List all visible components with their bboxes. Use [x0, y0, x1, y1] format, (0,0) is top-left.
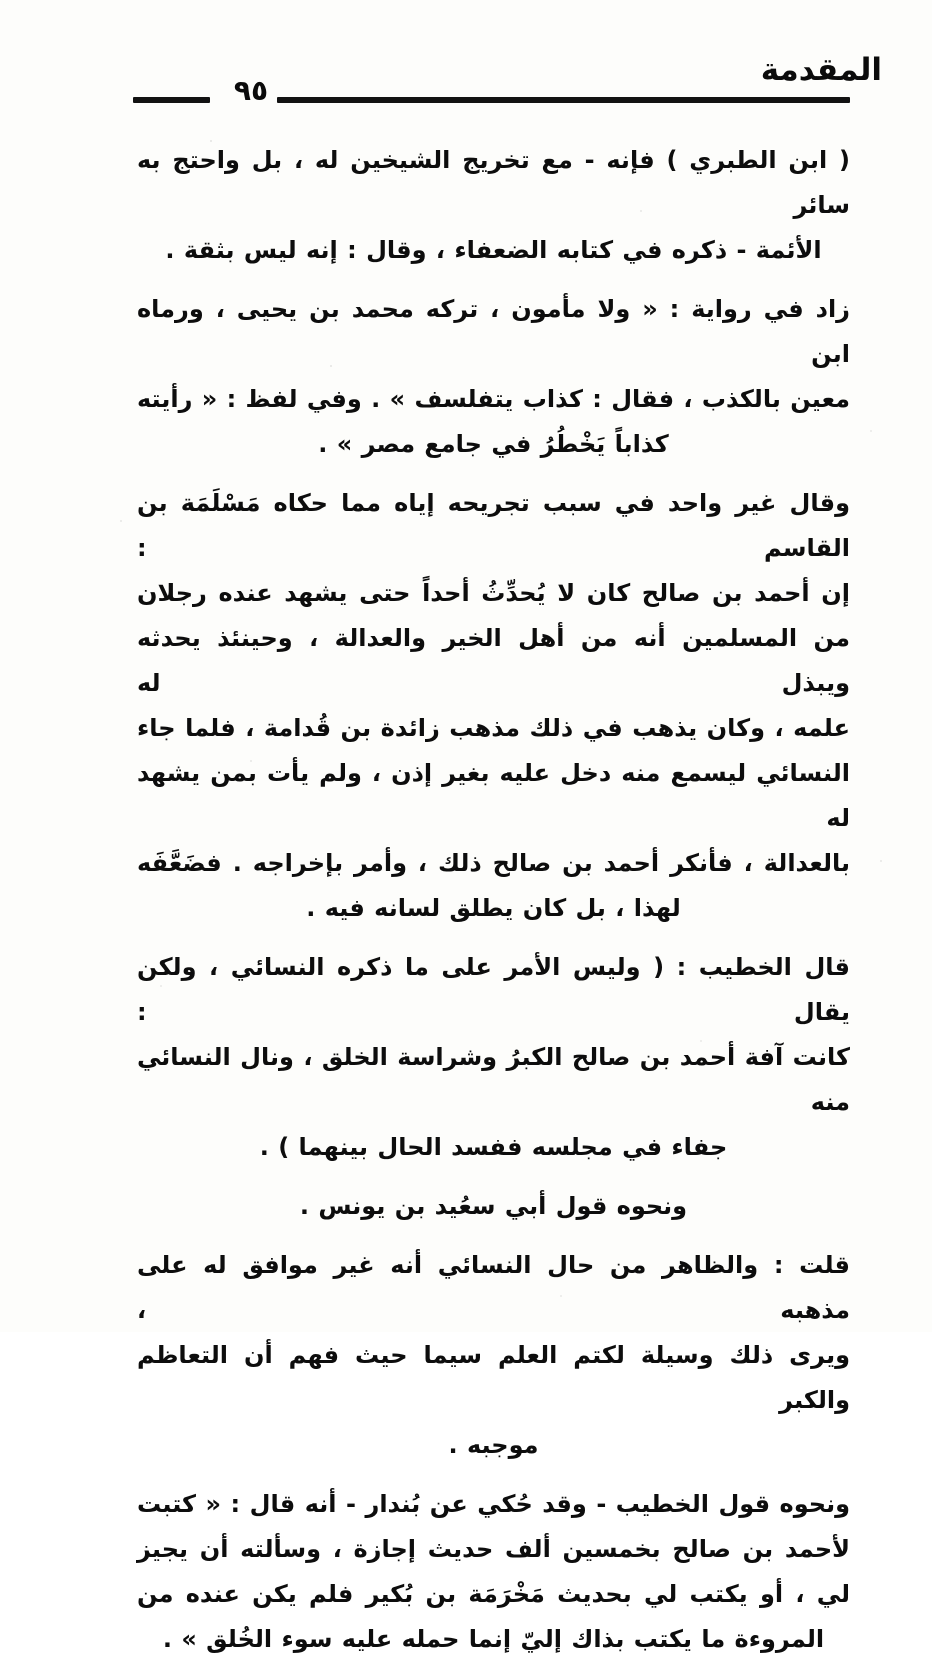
text-line: من المسلمين أنه من أهل الخير والعدالة ، وحينئذ يحدثه ويبذل له [137, 624, 850, 697]
text-line: ويرى ذلك وسيلة لكتم العلم سيما حيث فهم أن التعاظم والكبر [137, 1341, 850, 1414]
paragraph [137, 481, 850, 931]
text-line: كذاباً يَخْطُرُ في جامع مصر » . [318, 430, 669, 458]
paragraph [137, 287, 850, 467]
scan-noise [0, 0, 2, 2]
text-line: المروءة ما يكتب بذاك إليّ إنما حمله عليه سوء الخُلق » . [162, 1625, 825, 1653]
text-line: كانت آفة أحمد بن صالح الكبرُ وشراسة الخلق ، ونال النسائي منه [137, 1043, 850, 1116]
text-line: جفاء في مجلسه ففسد الحال بينهما ) . [259, 1133, 728, 1161]
text-line: لأحمد بن صالح بخمسين ألف حديث إجازة ، وسألته أن يجيز [137, 1535, 850, 1563]
paragraph [137, 945, 850, 1170]
text-line: ونحوه قول أبي سعُيد بن يونس . [299, 1192, 688, 1220]
text-line: الأئمة - ذكره في كتابه الضعفاء ، وقال : إنه ليس بثقة . [165, 236, 822, 264]
header-rule-long [277, 97, 850, 103]
text-line: علمه ، وكان يذهب في ذلك مذهب زائدة بن قُدامة ، فلما جاء [137, 714, 850, 742]
text-line: لي ، أو يكتب لي بحديث مَخْرَمَة بن بُكير فلم يكن عنده من [137, 1580, 850, 1608]
text-block [137, 138, 850, 1676]
page-number: ٩٥ [233, 74, 269, 107]
section-title: المقدمة [760, 52, 882, 88]
text-line: زاد في رواية : « ولا مأمون ، تركه محمد بن يحيى ، ورماه ابن [137, 295, 850, 368]
text-line: معين بالكذب ، فقال : كذاب يتفلسف » . وفي لفظ : « رأيته [136, 385, 850, 413]
text-line: قال الخطيب : ( وليس الأمر على ما ذكره النسائي ، ولكن يقال : [137, 953, 850, 1026]
text-line: النسائي ليسمع منه دخل عليه بغير إذن ، ولم يأت بمن يشهد له [137, 759, 850, 832]
text-line: ونحوه قول الخطيب - وقد حُكي عن بُندار - أنه قال : « كتبت [137, 1490, 850, 1518]
paragraph [137, 1184, 850, 1229]
text-line: بالعدالة ، فأنكر أحمد بن صالح ذلك ، وأمر بإخراجه . فضَعَّفَه [137, 849, 850, 877]
paragraph [137, 138, 850, 273]
text-line: إن أحمد بن صالح كان لا يُحدِّثُ أحداً حتى يشهد عنده رجلان [137, 579, 850, 607]
text-line: قلت : والظاهر من حال النسائي أنه غير موافق له على مذهبه ، [137, 1251, 850, 1324]
text-line: لهذا ، بل كان يطلق لسانه فيه . [306, 894, 681, 922]
text-line: وقال غير واحد في سبب تجريحه إياه مما حكاه مَسْلَمَة بن القاسم : [137, 489, 850, 562]
paragraph [137, 1243, 850, 1468]
paragraph [137, 1482, 850, 1662]
text-line: موجبه . [448, 1431, 539, 1459]
header-rule-short [133, 97, 210, 103]
text-line: ( ابن الطبري ) فإنه - مع تخريج الشيخين له ، بل واحتج به سائر [137, 146, 850, 219]
